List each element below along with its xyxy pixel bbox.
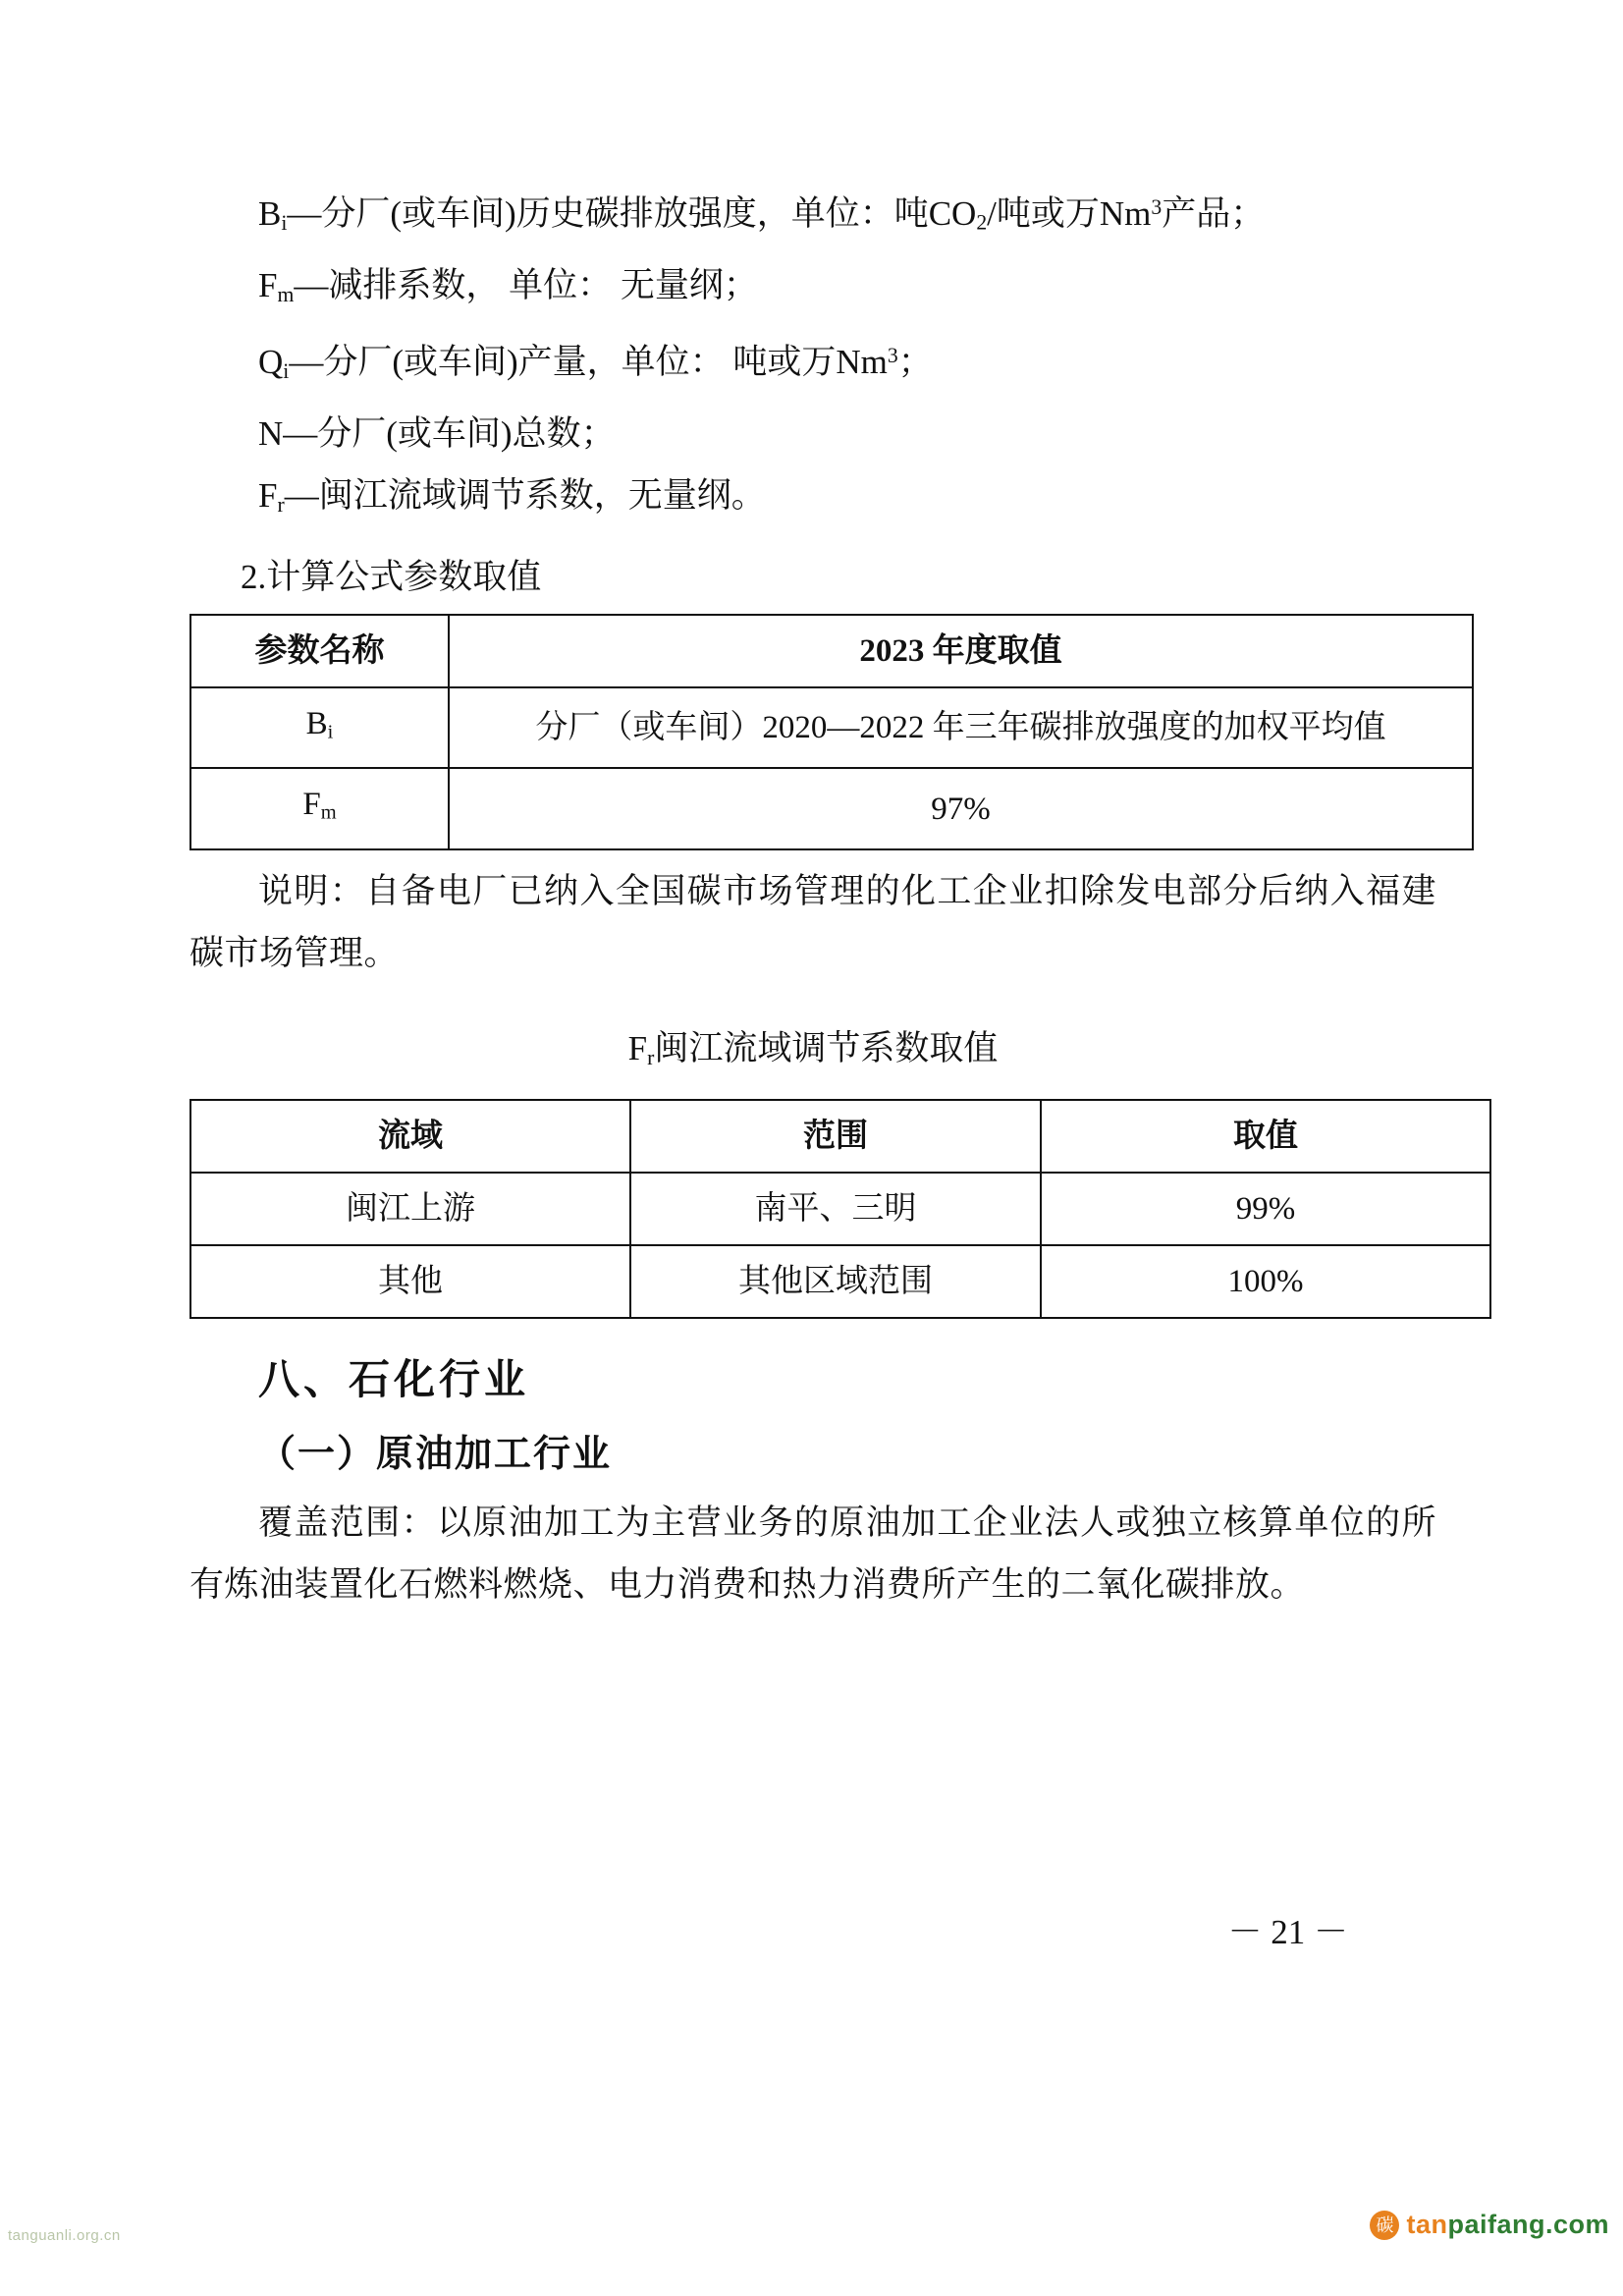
coverage-paragraph: 覆盖范围：以原油加工为主营业务的原油加工企业法人或独立核算单位的所有炼油装置化石燃料燃烧、电力消费和热力消费所产生的二氧化碳排放。 — [189, 1503, 1436, 1604]
definition-n-text: —分厂(或车间)总数； — [283, 413, 616, 453]
symbol-n: N — [258, 413, 284, 453]
definition-bi-text-before: —分厂(或车间)历史碳排放强度，单位：吨CO — [287, 193, 977, 233]
table-cell-param-bi: $B_i$ — [190, 687, 449, 769]
definition-bi — [189, 177, 1436, 254]
table-cell-param-fm: $F_m$ — [190, 768, 449, 849]
subsection-1-heading: （一）原油加工行业 — [258, 1433, 613, 1475]
brand-name-prefix: tan — [1406, 2210, 1448, 2239]
page-content — [189, 177, 1436, 1951]
definition-fr — [189, 465, 1436, 536]
table-cell-basin-other: 其他 — [190, 1245, 630, 1318]
section-8-heading: 八、石化行业 — [258, 1355, 530, 1402]
table-header-row — [190, 615, 1473, 687]
parameter-values-table — [189, 614, 1474, 850]
symbol-f-r-subscript: r — [277, 492, 285, 517]
definition-bi-text-after: 产品； — [1162, 193, 1266, 233]
symbol-f-r: $F_r$ — [258, 475, 285, 517]
definition-bi-text-mid: /吨或万Nm — [987, 193, 1152, 233]
param-fm-subscript: m — [320, 801, 337, 824]
table-header-row — [190, 1100, 1490, 1173]
table-row — [190, 768, 1473, 849]
table-header-basin: 流域 — [190, 1100, 630, 1173]
nm3-superscript-qi: 3 — [887, 344, 898, 368]
definition-qi-text-after: ； — [897, 343, 933, 382]
symbol-f-subscript: m — [277, 282, 295, 306]
definition-qi-text-before: —分厂(或车间)产量，单位： 吨或万Nm — [289, 343, 888, 382]
definition-fm — [189, 254, 1436, 326]
page-number: － 21 － — [1227, 1913, 1348, 1951]
param-bi-subscript: i — [327, 721, 334, 743]
table-header-scope: 范围 — [630, 1100, 1041, 1173]
definition-qi — [189, 325, 1436, 403]
section-2-heading: 2.计算公式参数取值 — [241, 557, 542, 596]
definition-fr-text: —闽江流域调节系数，无量纲。 — [284, 475, 766, 515]
table-row — [190, 1173, 1490, 1245]
table-cell-basin-upstream: 闽江上游 — [190, 1173, 630, 1245]
table-row — [190, 1245, 1490, 1318]
table-cell-value-fm: 97% — [449, 768, 1473, 849]
table-cell-value-other: 100% — [1041, 1245, 1490, 1318]
symbol-b: $B_i$ — [258, 193, 288, 235]
fr-coefficient-table — [189, 1099, 1491, 1319]
brand-name — [1406, 2210, 1609, 2240]
table-row — [190, 687, 1473, 769]
definition-n — [189, 403, 1436, 465]
table-header-value: 取值 — [1041, 1100, 1490, 1173]
fr-title-subscript: r — [647, 1045, 655, 1069]
table-cell-value-upstream: 99% — [1041, 1173, 1490, 1245]
fr-title-symbol: $F_r$ — [627, 1028, 655, 1069]
table-header-param-name: 参数名称 — [190, 615, 449, 687]
fr-title-text: 闽江流域调节系数取值 — [654, 1028, 999, 1067]
symbol-q: $Q_i$ — [258, 343, 290, 383]
nm3-superscript: 3 — [1151, 195, 1163, 219]
note-paragraph: 说明：自备电厂已纳入全国碳市场管理的化工企业扣除发电部分后纳入福建碳市场管理。 — [189, 871, 1436, 972]
brand-name-suffix: paifang.com — [1447, 2210, 1609, 2239]
definition-fm-text: —减排系数， 单位： 无量纲； — [294, 265, 758, 304]
table-cell-value-bi: 分厂（或车间）2020—2022 年三年碳排放强度的加权平均值 — [449, 687, 1473, 769]
table-header-2023-value: 2023 年度取值 — [449, 615, 1473, 687]
watermark-brand — [1370, 2210, 1609, 2240]
symbol-q-subscript: i — [283, 358, 290, 383]
table-cell-scope-other: 其他区域范围 — [630, 1245, 1041, 1318]
brand-logo-icon: 碳 — [1370, 2211, 1399, 2240]
symbol-f: $F_m$ — [258, 265, 295, 306]
fr-table-title — [189, 1017, 1436, 1089]
symbol-b-subscript: i — [281, 210, 288, 235]
table-cell-scope-upstream: 南平、三明 — [630, 1173, 1041, 1245]
watermark-left-url: tanguanli.org.cn — [8, 2227, 121, 2244]
co2-subscript: 2 — [976, 210, 988, 235]
